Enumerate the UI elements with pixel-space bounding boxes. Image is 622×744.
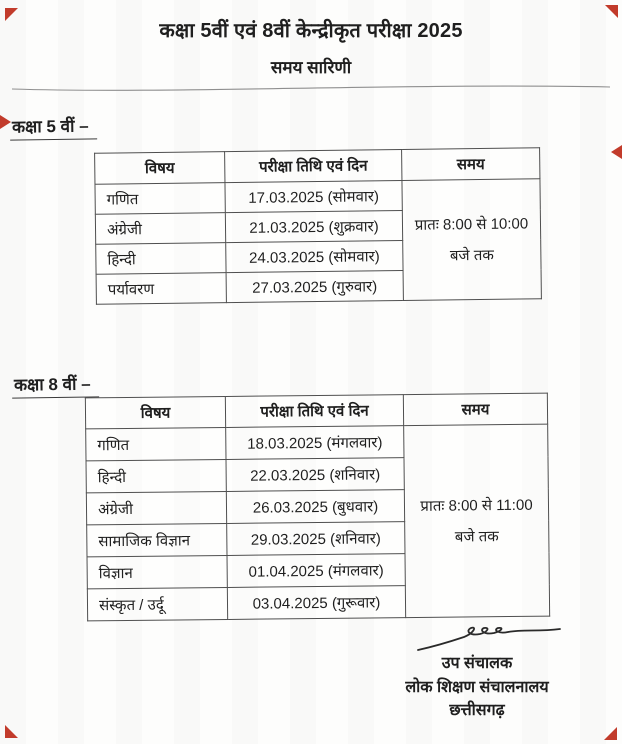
date-cell: 21.03.2025 (शुक्रवार) [225, 210, 402, 242]
class-5-col-header-date: परीक्षा तिथि एवं दिन [225, 149, 402, 182]
subject-cell: अंग्रेजी [86, 491, 226, 524]
time-text-line-2: बजे तक [454, 528, 499, 546]
class-8-header-row [85, 393, 547, 429]
class-5-timetable [94, 147, 542, 304]
class-8-row-1 [86, 424, 548, 461]
date-cell: 22.03.2025 (शनिवार) [226, 458, 404, 492]
header-divider-line [0, 80, 622, 96]
subject-cell: हिन्दी [96, 243, 226, 275]
date-cell: 17.03.2025 (सोमवार) [225, 180, 402, 212]
date-cell: 03.04.2025 (गुरूवार) [227, 586, 405, 620]
date-cell: 27.03.2025 (गुरुवार) [226, 270, 403, 302]
signatory-state: छत्तीसगढ़ [449, 701, 505, 719]
subject-cell: पर्यावरण [96, 273, 226, 305]
class-8-col-header-subject: विषय [85, 396, 225, 428]
time-text-line-2: बजे तक [449, 246, 494, 265]
class-8-time-cell [404, 424, 550, 617]
subject-cell: गणित [86, 427, 226, 460]
page-subtitle: समय सारिणी [270, 58, 352, 77]
edge-mark-right-icon [611, 145, 622, 159]
subject-cell: अंग्रेजी [95, 213, 225, 245]
class-5-col-header-time: समय [402, 148, 540, 181]
subject-cell: विज्ञान [87, 555, 227, 588]
class-8-timetable [85, 393, 550, 622]
date-cell: 24.03.2025 (सोमवार) [226, 240, 403, 272]
page-title: कक्षा 5वीं एवं 8वीं केन्द्रीकृत परीक्षा 2025 [159, 20, 463, 42]
date-cell: 26.03.2025 (बुधवार) [226, 490, 404, 524]
corner-mark-bottom-right-icon [604, 727, 617, 740]
class-5-section-heading-wrap [10, 114, 97, 140]
signatory-designation: उप संचालक [441, 655, 513, 673]
class-5-section-label: कक्षा 5 वीं – [10, 113, 97, 140]
class-5-time-cell [402, 179, 541, 301]
signature-block [362, 620, 592, 722]
subject-cell: संस्कृत / उर्दू [87, 587, 227, 620]
date-cell: 18.03.2025 (मंगलवार) [226, 426, 404, 460]
subject-cell: सामाजिक विज्ञान [87, 523, 227, 556]
signature-scribble-icon [414, 620, 564, 654]
subject-cell: गणित [95, 183, 225, 215]
class-8-section-heading-wrap [12, 372, 99, 398]
document-header [0, 16, 622, 78]
class-5-row-1 [95, 179, 540, 214]
signatory-department: लोक शिक्षण संचालनालय [405, 678, 549, 696]
date-cell: 01.04.2025 (मंगलवार) [227, 554, 405, 588]
class-5-col-header-subject: विषय [95, 152, 225, 185]
time-text-line-1: प्रातः 8:00 से 11:00 [420, 496, 533, 515]
time-text-line-1: प्रातः 8:00 से 10:00 [414, 215, 529, 234]
subject-cell: हिन्दी [86, 459, 226, 492]
class-8-col-header-time: समय [403, 393, 547, 426]
class-8-col-header-date: परीक्षा तिथि एवं दिन [225, 395, 403, 428]
corner-mark-bottom-left-icon [5, 725, 18, 738]
class-8-section-label: कक्षा 8 वीं – [12, 371, 99, 398]
date-cell: 29.03.2025 (शनिवार) [227, 522, 405, 556]
